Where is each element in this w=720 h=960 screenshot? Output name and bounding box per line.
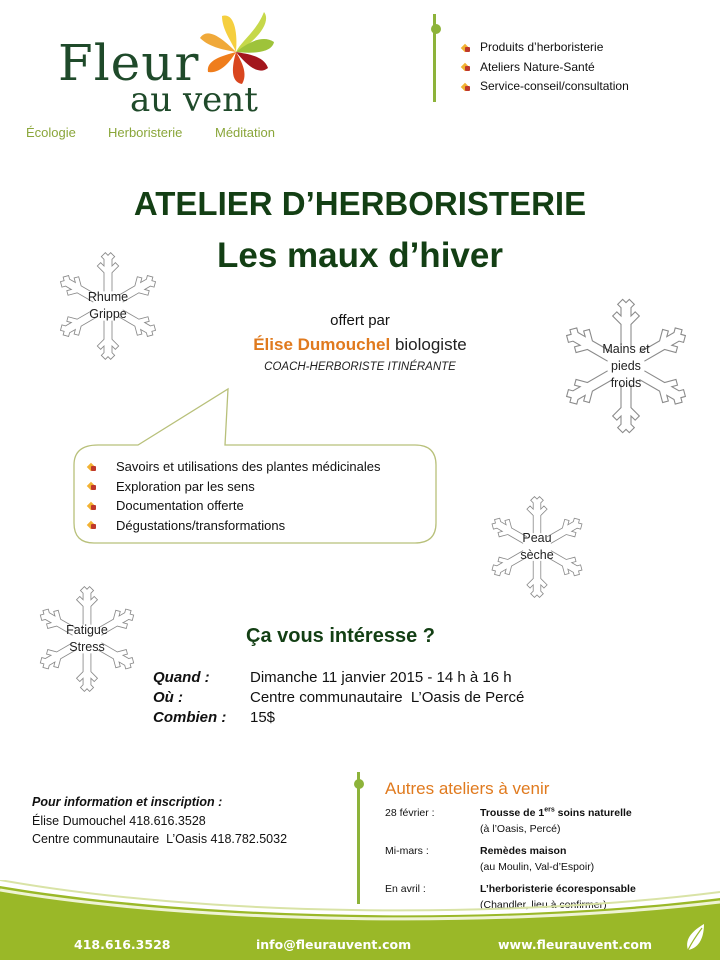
- snowflake-peau: Peau sèche: [484, 494, 590, 600]
- footer-website[interactable]: www.fleurauvent.com: [498, 937, 653, 952]
- list-item: Documentation offerte: [88, 496, 380, 516]
- flower-bullet-icon: [88, 521, 96, 529]
- upcoming-heading: Autres ateliers à venir: [385, 779, 550, 798]
- tagline-herboristerie: Herboristerie: [108, 125, 183, 140]
- page-title: ATELIER D’HERBORISTERIE: [133, 185, 587, 222]
- interest-heading: Ça vous intéresse ?: [246, 625, 435, 647]
- list-item: Exploration par les sens: [88, 477, 380, 497]
- flower-bullet-icon: [462, 83, 470, 91]
- tagline-ecologie: Écologie: [26, 125, 76, 140]
- presenter-name: Élise Dumouchel: [253, 335, 391, 354]
- upcoming-item: Mi-mars : Remèdes maison (au Moulin, Val-d’Espoir): [385, 845, 595, 873]
- detail-when: Quand : Dimanche 11 janvier 2015 - 14 h à 16 h: [153, 669, 512, 686]
- flower-bullet-icon: [88, 463, 96, 471]
- upcoming-item: En avril : L’herboristerie écoresponsable (Chandler, lieu à confirmer): [385, 883, 636, 911]
- leaf-icon: [684, 922, 706, 954]
- list-item: Savoirs et utilisations des plantes médicinales: [88, 457, 380, 477]
- list-item: Service-conseil/consultation: [462, 77, 629, 97]
- activities-list: [88, 457, 380, 535]
- services-list: [462, 38, 629, 97]
- flower-bullet-icon: [462, 44, 470, 52]
- presenter-role: biologiste: [394, 335, 467, 354]
- upcoming-item: 28 février : Trousse de 1ers soins naturelle (à l’Oasis, Percé): [385, 806, 632, 835]
- snowflake-fatigue: Fatigue Stress: [32, 584, 142, 694]
- snowflake-mains: Mains et pieds froids: [556, 296, 696, 436]
- contact-info: Pour information et inscription : Élise Dumouchel 418.616.3528 Centre communautaire L’Oasis 418.782.5032: [32, 795, 288, 846]
- snowflake-rhume: Rhume Grippe: [52, 250, 164, 362]
- flower-bullet-icon: [88, 502, 96, 510]
- divider-dot: [431, 24, 441, 34]
- footer-phone: 418.616.3528: [74, 937, 171, 952]
- tagline-meditation: Méditation: [215, 125, 275, 140]
- presenter-subtitle: COACH-HERBORISTE ITINÉRANTE: [264, 361, 456, 373]
- page-subtitle: Les maux d’hiver: [217, 236, 503, 275]
- flower-bullet-icon: [462, 63, 470, 71]
- footer-email[interactable]: info@fleurauvent.com: [256, 937, 412, 952]
- divider-dot: [354, 779, 364, 789]
- detail-where: Où : Centre communautaire L’Oasis de Percé: [153, 689, 525, 706]
- list-item: Ateliers Nature-Santé: [462, 58, 629, 78]
- offered-by: offert par: [330, 312, 390, 329]
- logo-au-vent: au vent: [130, 80, 258, 120]
- list-item: Produits d’herboristerie: [462, 38, 629, 58]
- event-details: [153, 668, 524, 728]
- logo-fleur: Fleur: [58, 34, 200, 92]
- list-item: Dégustations/transformations: [88, 516, 380, 536]
- flower-bullet-icon: [88, 482, 96, 490]
- petal: [208, 52, 236, 72]
- detail-price: Combien : 15$: [153, 709, 276, 726]
